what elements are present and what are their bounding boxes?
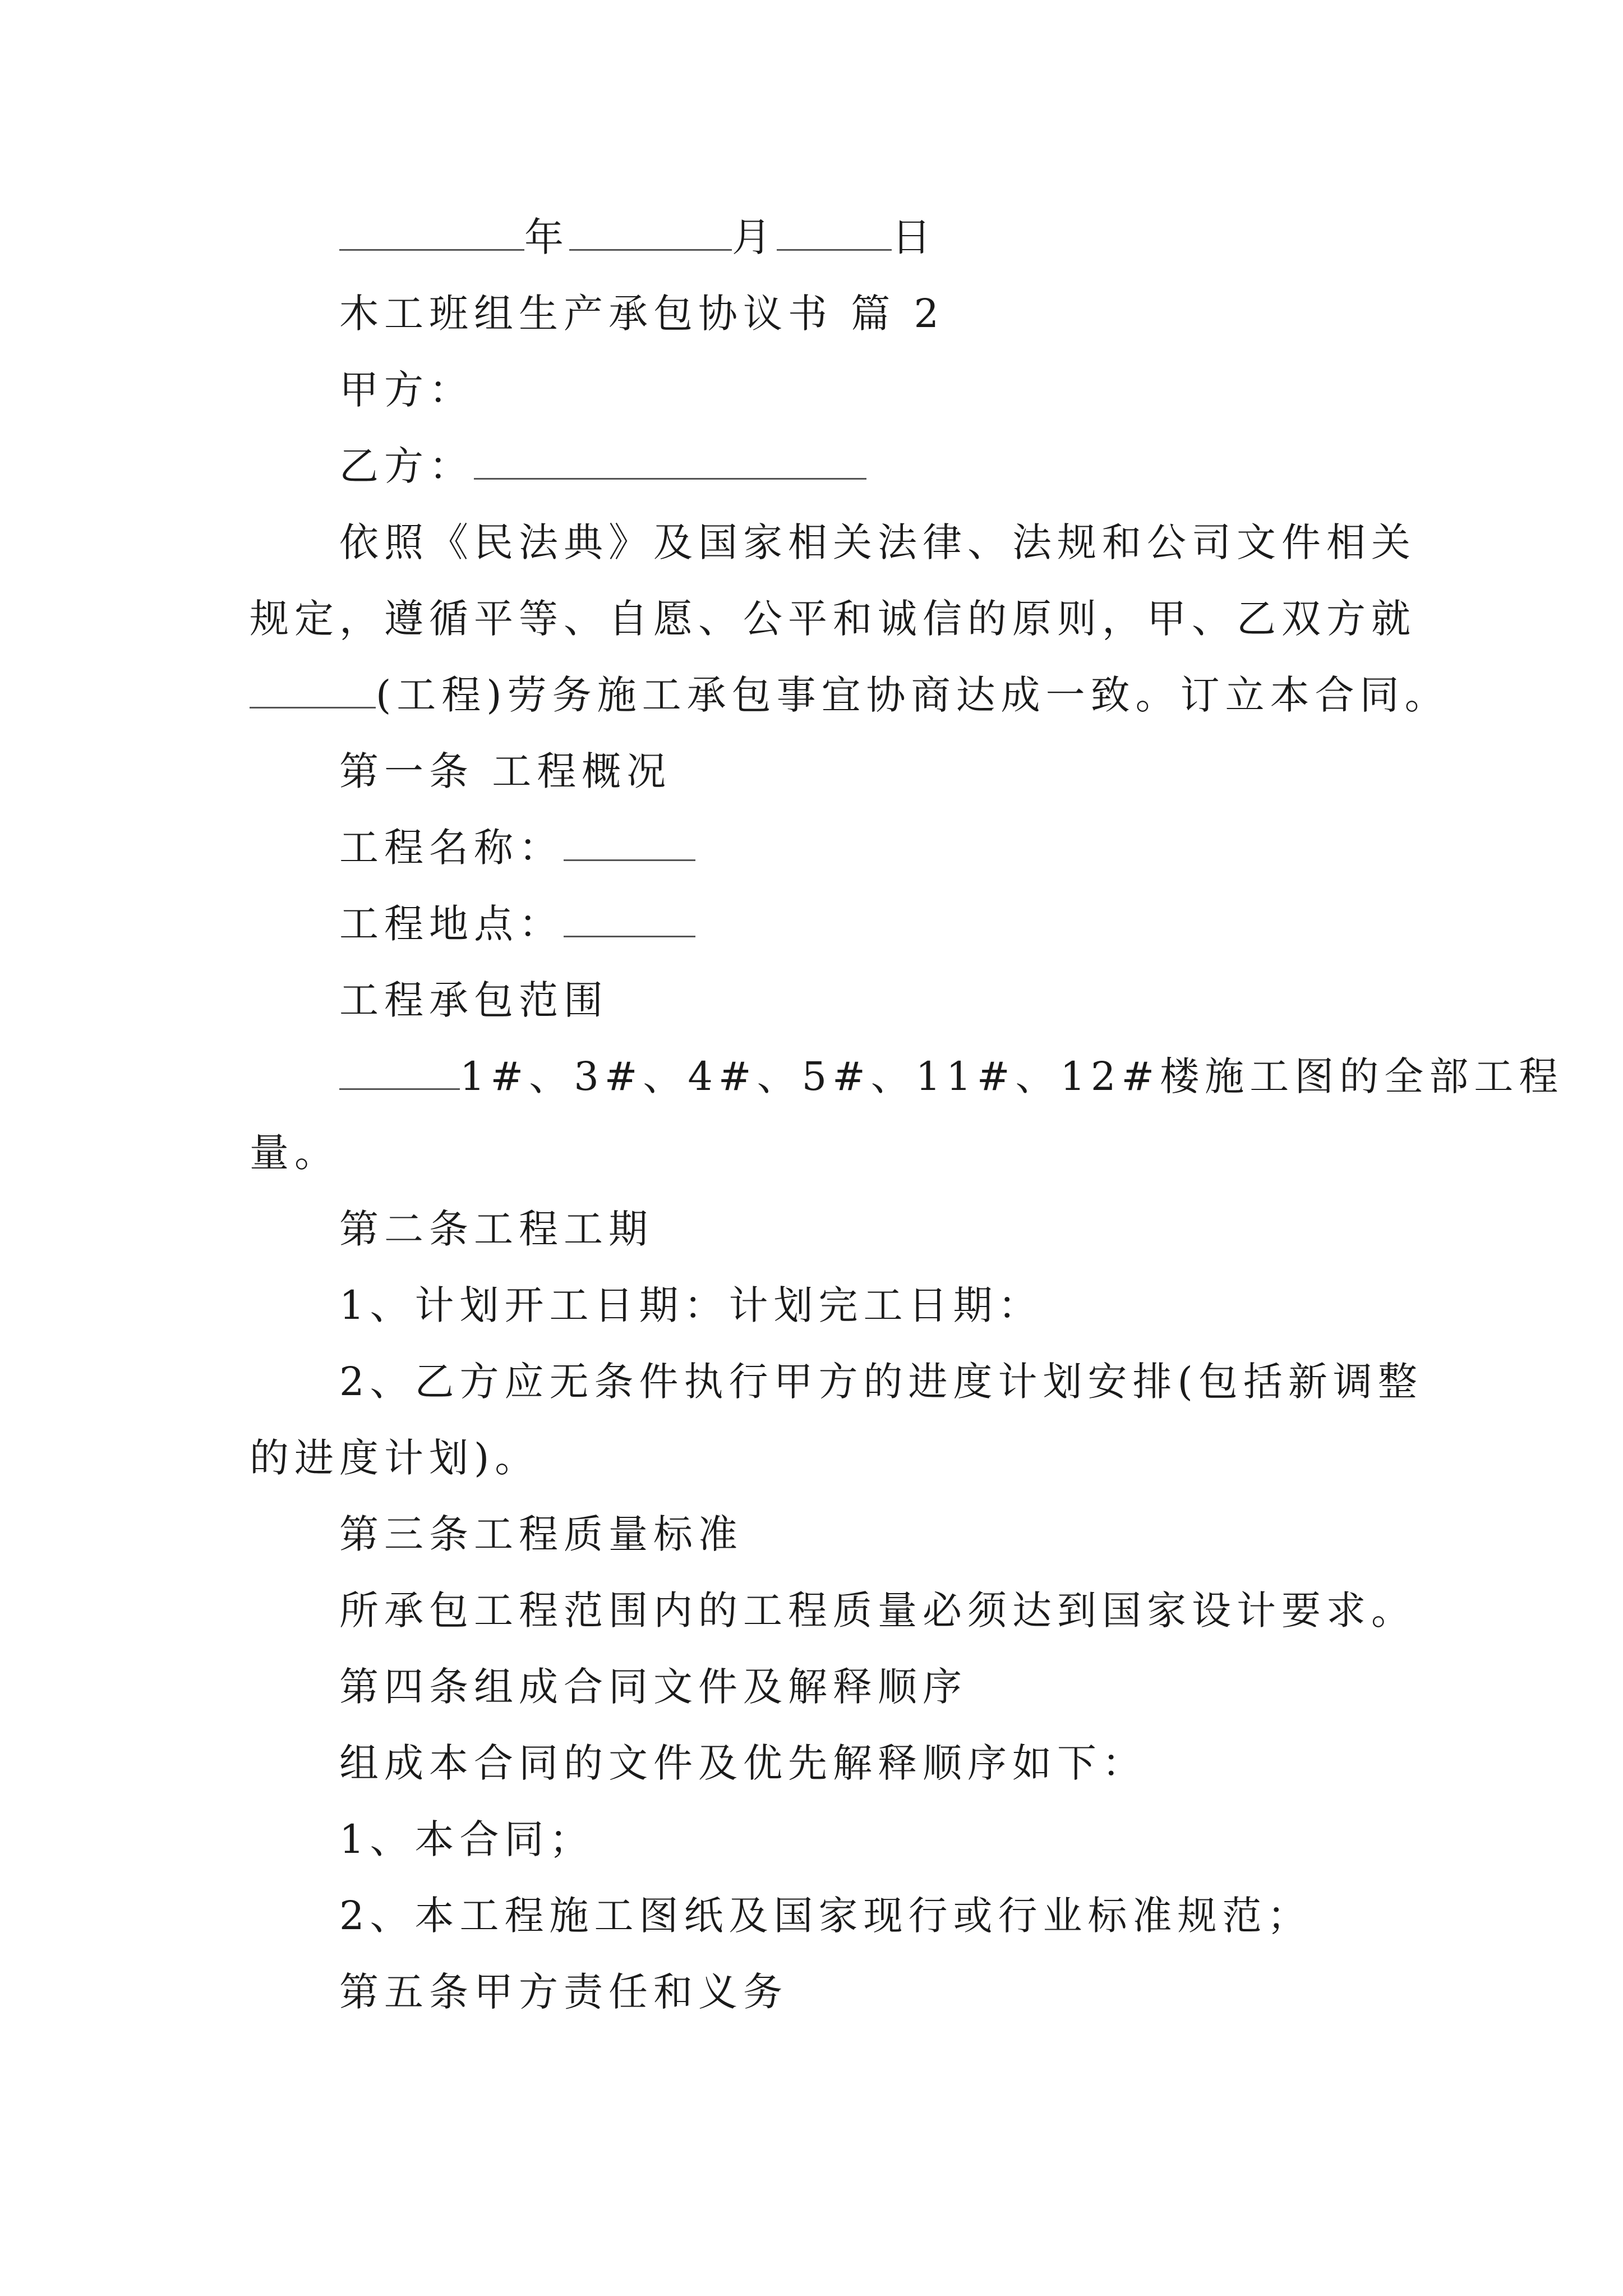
intro-line-3-text: (工程)劳务施工承包事宜协商达成一致。订立本合同。	[376, 672, 1450, 718]
party-b-blank[interactable]	[474, 441, 866, 480]
project-name-blank[interactable]	[564, 822, 695, 861]
article-1-heading: 第一条 工程概况	[339, 748, 672, 794]
scope-line-2: 量。	[250, 1130, 339, 1176]
date-line	[339, 212, 937, 263]
document-title: 木工班组生产承包协议书 篇 2	[339, 291, 945, 337]
party-b-label: 乙方：	[339, 443, 474, 489]
intro-line-2: 规定，遵循平等、自愿、公平和诚信的原则，甲、乙双方就	[250, 596, 1416, 642]
article-2-item-1: 1、计划开工日期：计划完工日期：	[339, 1282, 1043, 1328]
article-2-item-2-line-1: 2、乙方应无条件执行甲方的进度计划安排(包括新调整	[339, 1359, 1423, 1405]
party-b-line	[339, 441, 866, 491]
project-name-line	[339, 822, 695, 873]
scope-line-1-text: 1#、3#、4#、5#、11#、12#楼施工图的全部工程	[460, 1053, 1564, 1099]
project-location-blank[interactable]	[564, 899, 695, 937]
article-2-item-2-line-2: 的进度计划)。	[250, 1435, 540, 1481]
project-blank[interactable]	[250, 670, 376, 708]
intro-line-3	[250, 670, 1450, 720]
scope-blank[interactable]	[339, 1051, 460, 1090]
project-location-label: 工程地点：	[339, 901, 564, 947]
year-blank[interactable]	[339, 212, 524, 251]
article-3-heading: 第三条工程质量标准	[339, 1511, 743, 1557]
day-label: 日	[892, 214, 937, 260]
article-4-heading: 第四条组成合同文件及解释顺序	[339, 1664, 967, 1710]
article-4-item-2: 2、本工程施工图纸及国家现行或行业标准规范；	[339, 1893, 1312, 1939]
article-2-heading: 第二条工程工期	[339, 1206, 653, 1252]
article-5-heading: 第五条甲方责任和义务	[339, 1969, 788, 2015]
month-label: 月	[732, 214, 777, 260]
article-4-item-1: 1、本合同；	[339, 1816, 594, 1862]
party-a-label: 甲方：	[339, 367, 474, 413]
intro-line-1: 依照《民法典》及国家相关法律、法规和公司文件相关	[339, 519, 1416, 565]
scope-label: 工程承包范围	[339, 977, 608, 1023]
scope-line-1	[339, 1051, 1564, 1102]
article-3-text: 所承包工程范围内的工程质量必须达到国家设计要求。	[339, 1588, 1416, 1634]
month-blank[interactable]	[569, 212, 732, 251]
article-4-intro: 组成本合同的文件及优先解释顺序如下：	[339, 1740, 1147, 1786]
project-name-label: 工程名称：	[339, 825, 564, 871]
year-label: 年	[524, 214, 569, 260]
day-blank[interactable]	[777, 212, 892, 251]
project-location-line	[339, 899, 695, 949]
